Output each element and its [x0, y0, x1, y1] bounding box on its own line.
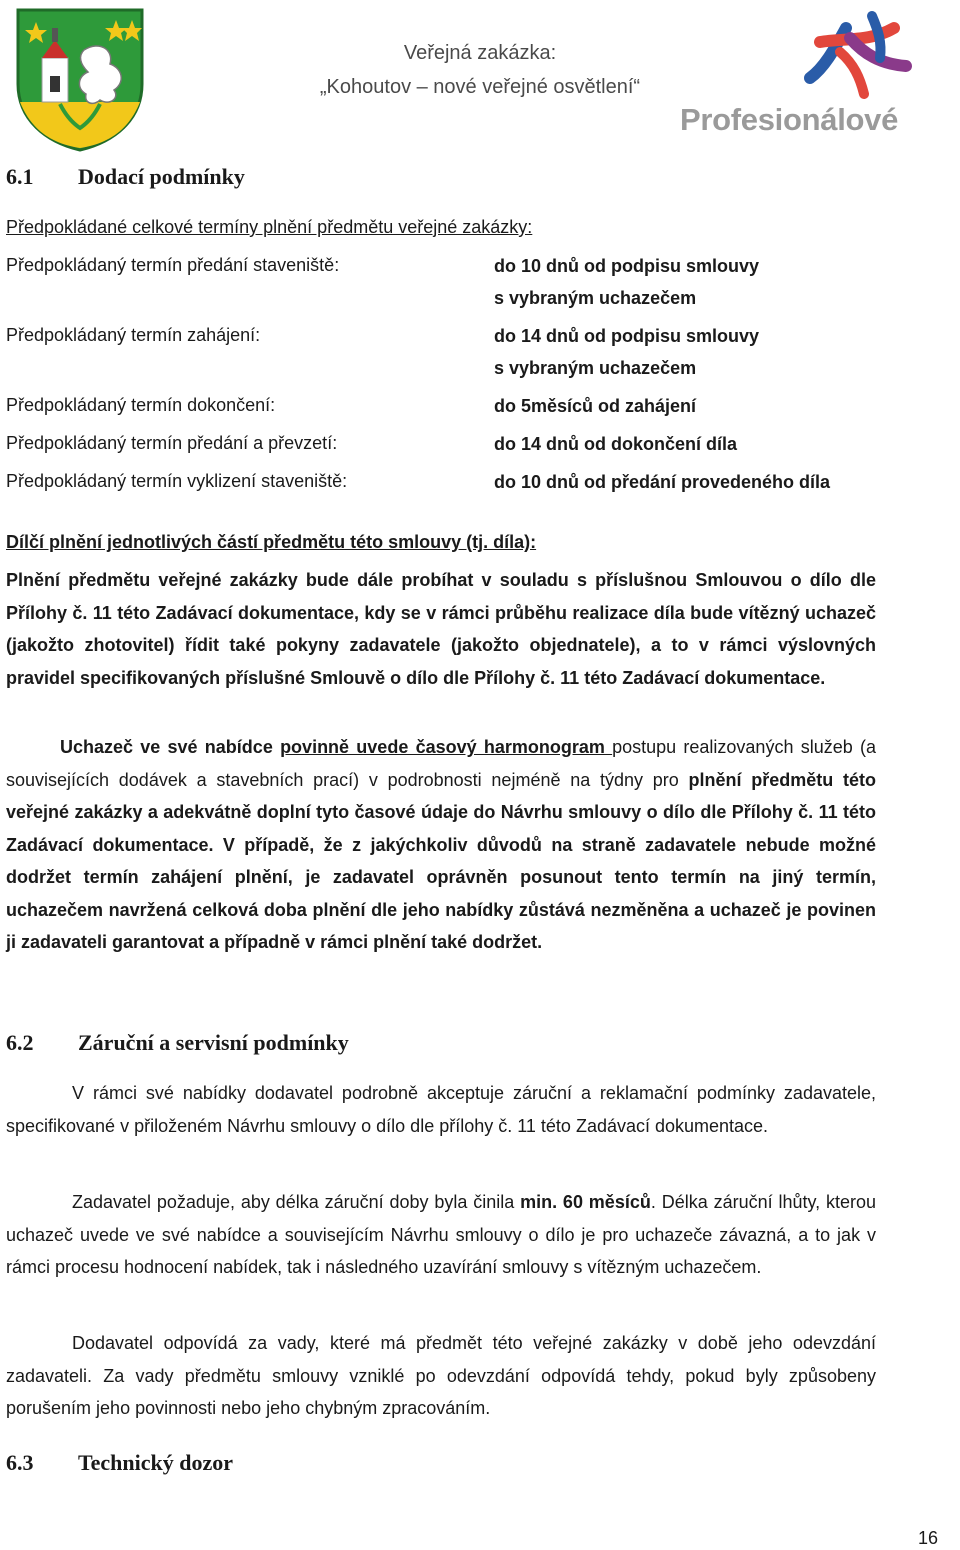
tender-name: „Kohoutov – nové veřejné osvětlení“: [319, 76, 641, 98]
section-number: 6.1: [6, 164, 34, 189]
term-value-line: do 10 dnů od podpisu smlouvy: [494, 256, 760, 276]
para-text: Uchazeč ve své nabídce: [60, 737, 281, 757]
para-text: plnění předmětu této veřejné zakázky a adekvátně doplní tyto časové údaje do Návrhu smlouvy o dílo dle Přílohy č. 11 této Zadávací dokumentace. V případě, že z jakýchkoliv důvodů na straně zadavatele nebude možné dodržet termín zahájení plnění, je zadavatel oprávněn posunout tento termín na jiný termín, uchazečem navržená celková doba plnění dle jeho nabídky zůstává nezměněna a uchazeč je povinen ji zadavateli garantovat a případně v rámci plnění také dodržet.: [6, 769, 876, 952]
brand-name: Profesionálové: [680, 102, 899, 137]
tender-label: Veřejná zakázka:: [403, 42, 557, 64]
term-value: [494, 250, 759, 314]
term-label: Předpokládaný termín předání staveniště:: [6, 255, 340, 275]
section-title: Dodací podmínky: [78, 164, 245, 189]
section-heading-6-3: [6, 1450, 233, 1476]
section-number: 6.3: [6, 1450, 34, 1475]
section-title: Technický dozor: [78, 1450, 234, 1475]
term-label: Předpokládaný termín zahájení:: [6, 325, 261, 345]
para-text: Dodavatel odpovídá za vady, které má předmět této veřejné zakázky v době jeho odevzdání zadavateli. Za vady předmětu smlouvy vzniklé po odevzdání odpovídá tehdy, pokud byly způsobeny porušením jeho povinnosti nebo jeho chybným zpracováním.: [6, 1333, 876, 1418]
term-value-line: s vybraným uchazečem: [494, 288, 697, 308]
page-header: [0, 0, 960, 150]
warranty-paragraph-2: [6, 1186, 876, 1284]
page-number: 16: [917, 1528, 938, 1548]
para-text: . Délka záruční lhůty, kterou uchazeč uvede ve své nabídce a souvisejícím Návrhu smlouvy o dílo je pro uchazeče závazná, a to jak v rámci procesu hodnocení nabídek, tak i následného uzavírání smlouvy s vítězným uchazečem.: [6, 1192, 877, 1277]
term-label: Předpokládaný termín vyklizení staveniště:: [6, 471, 348, 491]
para-text: Zadavatel požaduje, aby délka záruční doby byla činila: [72, 1192, 521, 1212]
para-text: V rámci své nabídky dodavatel podrobně akceptuje záruční a reklamační podmínky zadavatele, specifikované v přiloženém Návrhu smlouvy o dílo dle přílohy č. 11 této Zadávací dokumentace.: [6, 1083, 876, 1136]
term-value: do 5měsíců od zahájení: [494, 396, 697, 416]
partial-paragraph-1: Plnění předmětu veřejné zakázky bude dále probíhat v souladu s příslušnou Smlouvou o dílo dle Přílohy č. 11 této Zadávací dokumentace, kdy se v rámci průběhu realizace díla bude vítězný uchazeč (jakožto zhotovitel) řídit také pokyny zadavatele (jakožto objednatele), a to v rámci výslovných pravidel specifikovaných příslušné Smlouvě o dílo dle Přílohy č. 11 této Zadávací dokumentace.: [6, 570, 876, 688]
term-label: Předpokládaný termín předání a převzetí:: [6, 433, 338, 453]
term-value: do 10 dnů od předání provedeného díla: [494, 472, 831, 492]
profesionalove-star-logo-icon: [790, 8, 918, 100]
para-text: postupu realizovaných služeb (a souvisejících dodávek a stavebních prací) v podrobnosti nejméně na týdny pro: [6, 737, 876, 790]
brand-logo: [680, 8, 920, 137]
para-text-underlined: povinně uvede časový harmonogram: [280, 737, 613, 757]
section-heading-6-1: [6, 164, 245, 190]
warranty-period: min. 60 měsíců: [520, 1192, 651, 1212]
section-heading-6-2: [6, 1030, 349, 1056]
term-value: [494, 320, 759, 384]
section-title: Záruční a servisní podmínky: [78, 1030, 349, 1055]
term-value: do 14 dnů od dokončení díla: [494, 434, 738, 454]
term-value-line: s vybraným uchazečem: [494, 358, 697, 378]
warranty-paragraph-1: [6, 1077, 876, 1142]
partial-paragraph-2: [6, 731, 876, 959]
term-value-line: do 14 dnů od podpisu smlouvy: [494, 326, 760, 346]
term-label: Předpokládaný termín dokončení:: [6, 395, 276, 415]
warranty-paragraph-3: [6, 1327, 876, 1425]
terms-heading: Předpokládané celkové termíny plnění předmětu veřejné zakázky:: [6, 217, 533, 237]
partial-heading: Dílčí plnění jednotlivých částí předmětu této smlouvy (tj. díla):: [6, 532, 537, 552]
section-number: 6.2: [6, 1030, 34, 1055]
